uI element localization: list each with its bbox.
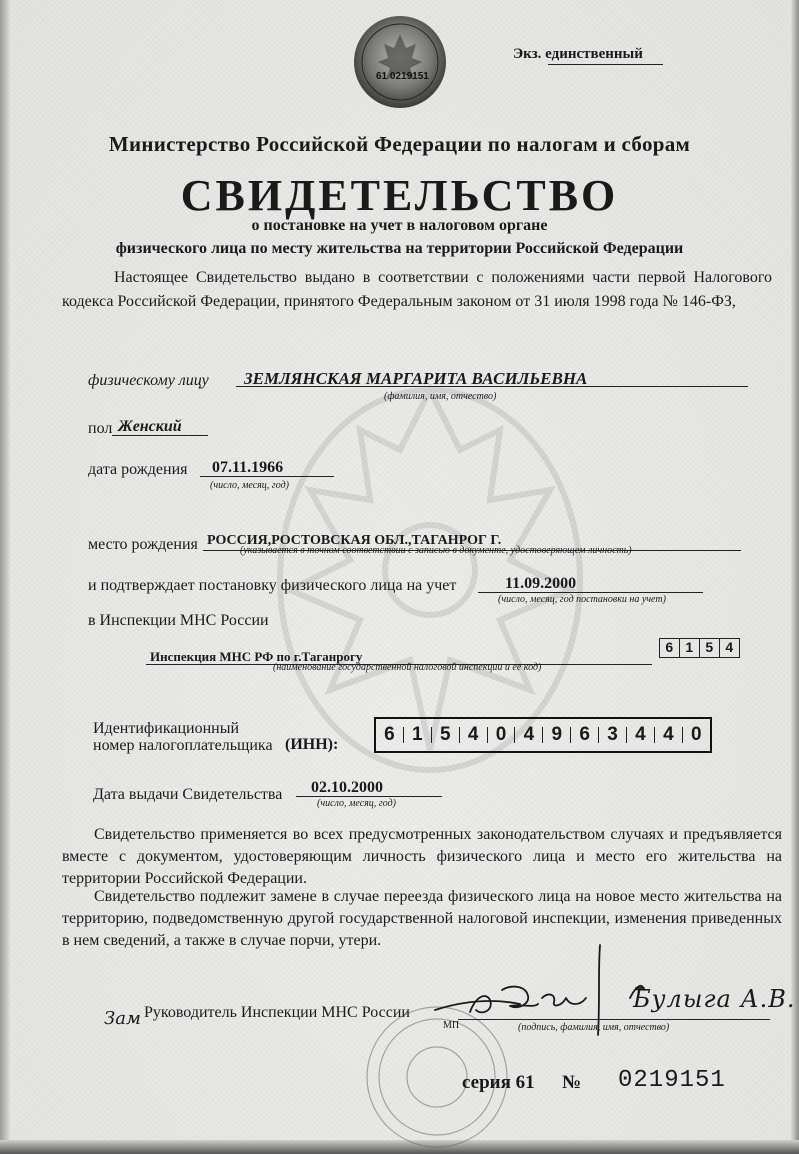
inspection-code-digit: 6 [659,638,681,658]
copy-label: Экз. единственный [513,46,643,62]
usage-paragraph: Свидетельство применяется во всех предусмотренных законодательством случаях и предъявляется вместе с документом, удостоверяющим личность физического лица и место его жительства на территории Российской Федерации. [62,826,782,887]
holographic-stamp-top [350,12,450,112]
copy-label-underline [548,64,663,65]
signature-hint: (подпись, фамилия, имя, отчество) [518,1022,670,1033]
issue-date-value: 02.10.2000 [311,779,383,796]
registration-hint: (число, месяц, год постановки на учет) [498,594,666,605]
head-label: Руководитель Инспекции МНС России [144,1004,410,1021]
stamp-number: 61 0219151 [376,71,429,82]
issue-date-hint: (число, месяц, год) [317,798,396,809]
inn-digit: 4 [523,724,535,745]
sex-value: Женский [118,418,182,435]
document-title: СВИДЕТЕЛЬСТВО [180,171,619,220]
inn-box [374,717,712,753]
inn-digit: 0 [690,724,702,745]
registration-value: 11.09.2000 [505,575,577,592]
inspection-hint: (наименование государственной налоговой инспекции и ее код) [273,662,542,673]
inn-label-line-1: Идентификационный [93,720,240,737]
mp-label: МП [443,1020,460,1031]
series-number-sign: № [562,1072,582,1093]
inspection-code-digit: 5 [699,638,721,658]
inspection-code-digit: 1 [679,638,701,658]
inn-digit: 1 [412,724,423,745]
inspection-code-box [660,638,740,658]
inn-digit: 4 [663,724,674,745]
inn-digit: 6 [384,724,395,745]
inn-digit: 4 [467,724,479,745]
series-number: 0219151 [618,1067,726,1094]
inspection-code-digit: 4 [719,638,741,658]
person-underline [236,386,748,387]
sex-underline [112,435,208,436]
birth-date-value: 07.11.1966 [212,459,284,476]
document-subtitle-1: о постановке на учет в налоговом органе [251,217,548,234]
issue-date-underline [296,796,442,797]
person-value: ЗЕМЛЯНСКАЯ МАРГАРИТА ВАСИЛЬЕВНА [244,369,588,388]
inn-label-line-2: номер налогоплательщика [93,737,273,754]
person-hint: (фамилия, имя, отчество) [384,391,497,402]
inn-digit: 9 [551,724,563,745]
birth-date-label: дата рождения [88,461,188,478]
ministry-heading: Министерство Российской Федерации по налогам и сборам [108,132,691,156]
birth-place-label: место рождения [88,536,198,553]
person-label: физическому лицу [88,372,209,389]
sex-label: пол [88,420,113,437]
intro-paragraph: Настоящее Свидетельство выдано в соответствии с положениями части первой Налогового кодекса Российской Федерации, принятого Федеральным законом от 31 июля 1998 года № 146-ФЗ, [62,269,772,310]
document-subtitle-2: физического лица по месту жительства на территории Российской Федерации [115,240,684,257]
issue-date-label: Дата выдачи Свидетельства [93,786,283,803]
registration-label: и подтверждает постановку физического лица на учет [88,577,457,594]
signature-name: Булыга А.В. [633,985,796,1013]
birth-date-hint: (число, месяц, год) [210,480,289,491]
registration-underline [478,592,703,593]
inn-label-bold: (ИНН): [285,736,339,753]
inn-digit: 6 [579,724,590,745]
replacement-paragraph: Свидетельство подлежит замене в случае переезда физического лица на новое место жительства на территорию, подведомственную другой государственной налоговой инспекции, изменения приведенных в нем сведений, а также в случае порчи, утери. [62,888,782,949]
deputy-mark: Зам [104,1008,141,1029]
inn-digit: 5 [439,724,451,745]
inn-digit: 3 [607,724,618,745]
inn-digit: 0 [495,724,507,745]
inspection-value: Инспекция МНС РФ по г.Таганрогу [150,649,363,664]
series-label: серия 61 [462,1072,535,1093]
birth-date-underline [200,476,334,477]
inn-digit: 4 [635,724,646,745]
birth-place-value: РОССИЯ,РОСТОВСКАЯ ОБЛ.,ТАГАНРОГ Г. [207,533,502,548]
inspection-label: в Инспекции МНС России [88,612,269,629]
birth-place-hint: (указывается в точном соответствии с записью в документе, удостоверяющем личность) [240,545,632,556]
